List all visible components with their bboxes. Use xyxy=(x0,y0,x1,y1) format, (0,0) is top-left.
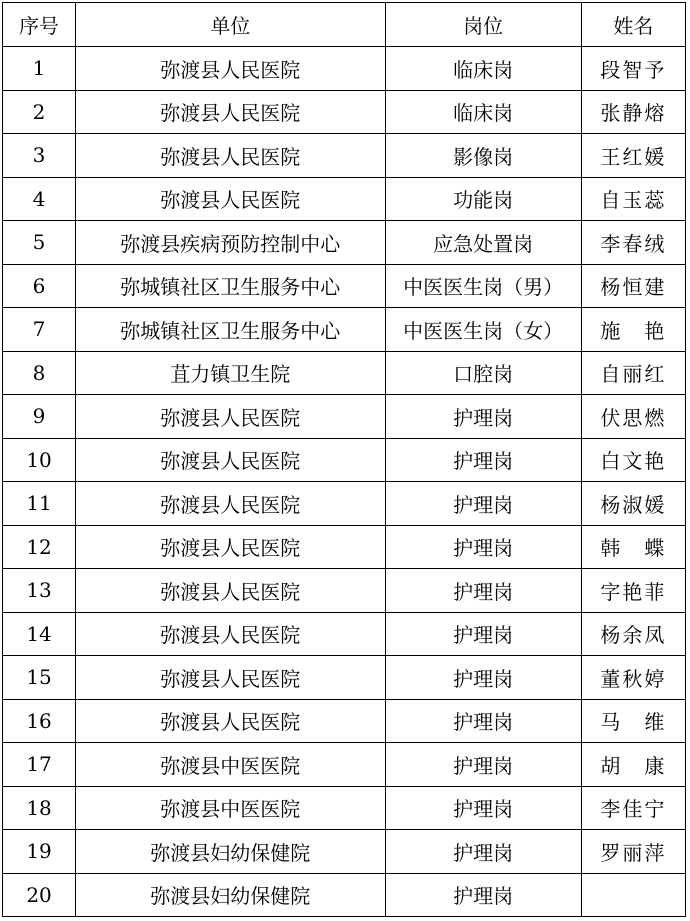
table-row xyxy=(3,47,686,91)
cell-unit: 弥渡县中医医院 xyxy=(76,743,385,787)
table-row xyxy=(3,569,686,613)
cell-no: 14 xyxy=(3,612,76,656)
cell-no: 16 xyxy=(3,699,76,743)
table-row xyxy=(3,786,686,830)
cell-unit: 弥渡县人民医院 xyxy=(76,438,385,482)
cell-post: 护理岗 xyxy=(385,873,581,917)
table-row xyxy=(3,438,686,482)
table-row xyxy=(3,351,686,395)
table-row xyxy=(3,482,686,526)
cell-name: 白文艳 xyxy=(581,438,685,482)
cell-no: 13 xyxy=(3,569,76,613)
cell-unit: 弥渡县人民医院 xyxy=(76,525,385,569)
cell-post: 护理岗 xyxy=(385,482,581,526)
cell-post: 临床岗 xyxy=(385,90,581,134)
cell-unit: 弥渡县中医医院 xyxy=(76,786,385,830)
table-row xyxy=(3,612,686,656)
cell-name: 自丽红 xyxy=(581,351,685,395)
cell-unit: 弥渡县妇幼保健院 xyxy=(76,830,385,874)
table-row xyxy=(3,177,686,221)
cell-post: 护理岗 xyxy=(385,699,581,743)
table-row xyxy=(3,743,686,787)
cell-unit: 弥渡县人民医院 xyxy=(76,482,385,526)
table-row xyxy=(3,525,686,569)
table-row xyxy=(3,134,686,178)
cell-no: 19 xyxy=(3,830,76,874)
cell-unit: 弥渡县人民医院 xyxy=(76,177,385,221)
cell-post: 护理岗 xyxy=(385,525,581,569)
cell-post: 护理岗 xyxy=(385,830,581,874)
table-header-row xyxy=(3,3,686,47)
cell-no: 7 xyxy=(3,308,76,352)
header-post: 岗位 xyxy=(385,3,581,47)
table-row xyxy=(3,264,686,308)
cell-no: 18 xyxy=(3,786,76,830)
table-row xyxy=(3,656,686,700)
cell-no: 20 xyxy=(3,873,76,917)
cell-name: 施 艳 xyxy=(581,308,685,352)
cell-unit: 弥渡县人民医院 xyxy=(76,569,385,613)
cell-name: 杨余凤 xyxy=(581,612,685,656)
table-row xyxy=(3,699,686,743)
cell-no: 2 xyxy=(3,90,76,134)
cell-name: 杨淑媛 xyxy=(581,482,685,526)
cell-post: 功能岗 xyxy=(385,177,581,221)
header-no: 序号 xyxy=(3,3,76,47)
table-row xyxy=(3,830,686,874)
cell-name: 伏思燃 xyxy=(581,395,685,439)
cell-unit: 弥渡县人民医院 xyxy=(76,612,385,656)
cell-name: 马 维 xyxy=(581,699,685,743)
cell-name: 韩 蝶 xyxy=(581,525,685,569)
cell-post: 护理岗 xyxy=(385,743,581,787)
cell-unit: 弥渡县人民医院 xyxy=(76,134,385,178)
cell-unit: 苴力镇卫生院 xyxy=(76,351,385,395)
personnel-table xyxy=(2,2,686,917)
table-row xyxy=(3,221,686,265)
cell-no: 4 xyxy=(3,177,76,221)
cell-post: 护理岗 xyxy=(385,438,581,482)
cell-no: 17 xyxy=(3,743,76,787)
table-row xyxy=(3,395,686,439)
cell-no: 15 xyxy=(3,656,76,700)
cell-post: 护理岗 xyxy=(385,656,581,700)
cell-no: 8 xyxy=(3,351,76,395)
header-unit: 单位 xyxy=(76,3,385,47)
cell-unit: 弥渡县妇幼保健院 xyxy=(76,873,385,917)
cell-name: 李春绒 xyxy=(581,221,685,265)
cell-name: 段智予 xyxy=(581,47,685,91)
cell-no: 3 xyxy=(3,134,76,178)
cell-unit: 弥城镇社区卫生服务中心 xyxy=(76,264,385,308)
cell-name: 罗丽萍 xyxy=(581,830,685,874)
cell-post: 护理岗 xyxy=(385,569,581,613)
cell-post: 护理岗 xyxy=(385,612,581,656)
table-row xyxy=(3,308,686,352)
cell-name: 胡 康 xyxy=(581,743,685,787)
cell-no: 5 xyxy=(3,221,76,265)
table-row xyxy=(3,873,686,917)
cell-name: 李佳宁 xyxy=(581,786,685,830)
cell-unit: 弥渡县人民医院 xyxy=(76,699,385,743)
header-name: 姓名 xyxy=(581,3,685,47)
cell-no: 6 xyxy=(3,264,76,308)
cell-no: 9 xyxy=(3,395,76,439)
cell-post: 影像岗 xyxy=(385,134,581,178)
cell-post: 中医医生岗（男） xyxy=(385,264,581,308)
cell-name: 自玉蕊 xyxy=(581,177,685,221)
cell-name xyxy=(581,873,685,917)
cell-post: 中医医生岗（女） xyxy=(385,308,581,352)
cell-no: 10 xyxy=(3,438,76,482)
cell-name: 字艳菲 xyxy=(581,569,685,613)
cell-name: 王红媛 xyxy=(581,134,685,178)
cell-unit: 弥渡县疾病预防控制中心 xyxy=(76,221,385,265)
cell-unit: 弥渡县人民医院 xyxy=(76,47,385,91)
cell-post: 应急处置岗 xyxy=(385,221,581,265)
cell-post: 口腔岗 xyxy=(385,351,581,395)
cell-post: 临床岗 xyxy=(385,47,581,91)
cell-no: 1 xyxy=(3,47,76,91)
cell-unit: 弥城镇社区卫生服务中心 xyxy=(76,308,385,352)
cell-unit: 弥渡县人民医院 xyxy=(76,90,385,134)
cell-name: 董秋婷 xyxy=(581,656,685,700)
cell-no: 11 xyxy=(3,482,76,526)
cell-no: 12 xyxy=(3,525,76,569)
cell-name: 张静熔 xyxy=(581,90,685,134)
cell-unit: 弥渡县人民医院 xyxy=(76,656,385,700)
cell-unit: 弥渡县人民医院 xyxy=(76,395,385,439)
cell-post: 护理岗 xyxy=(385,395,581,439)
cell-post: 护理岗 xyxy=(385,786,581,830)
cell-name: 杨恒建 xyxy=(581,264,685,308)
table-row xyxy=(3,90,686,134)
